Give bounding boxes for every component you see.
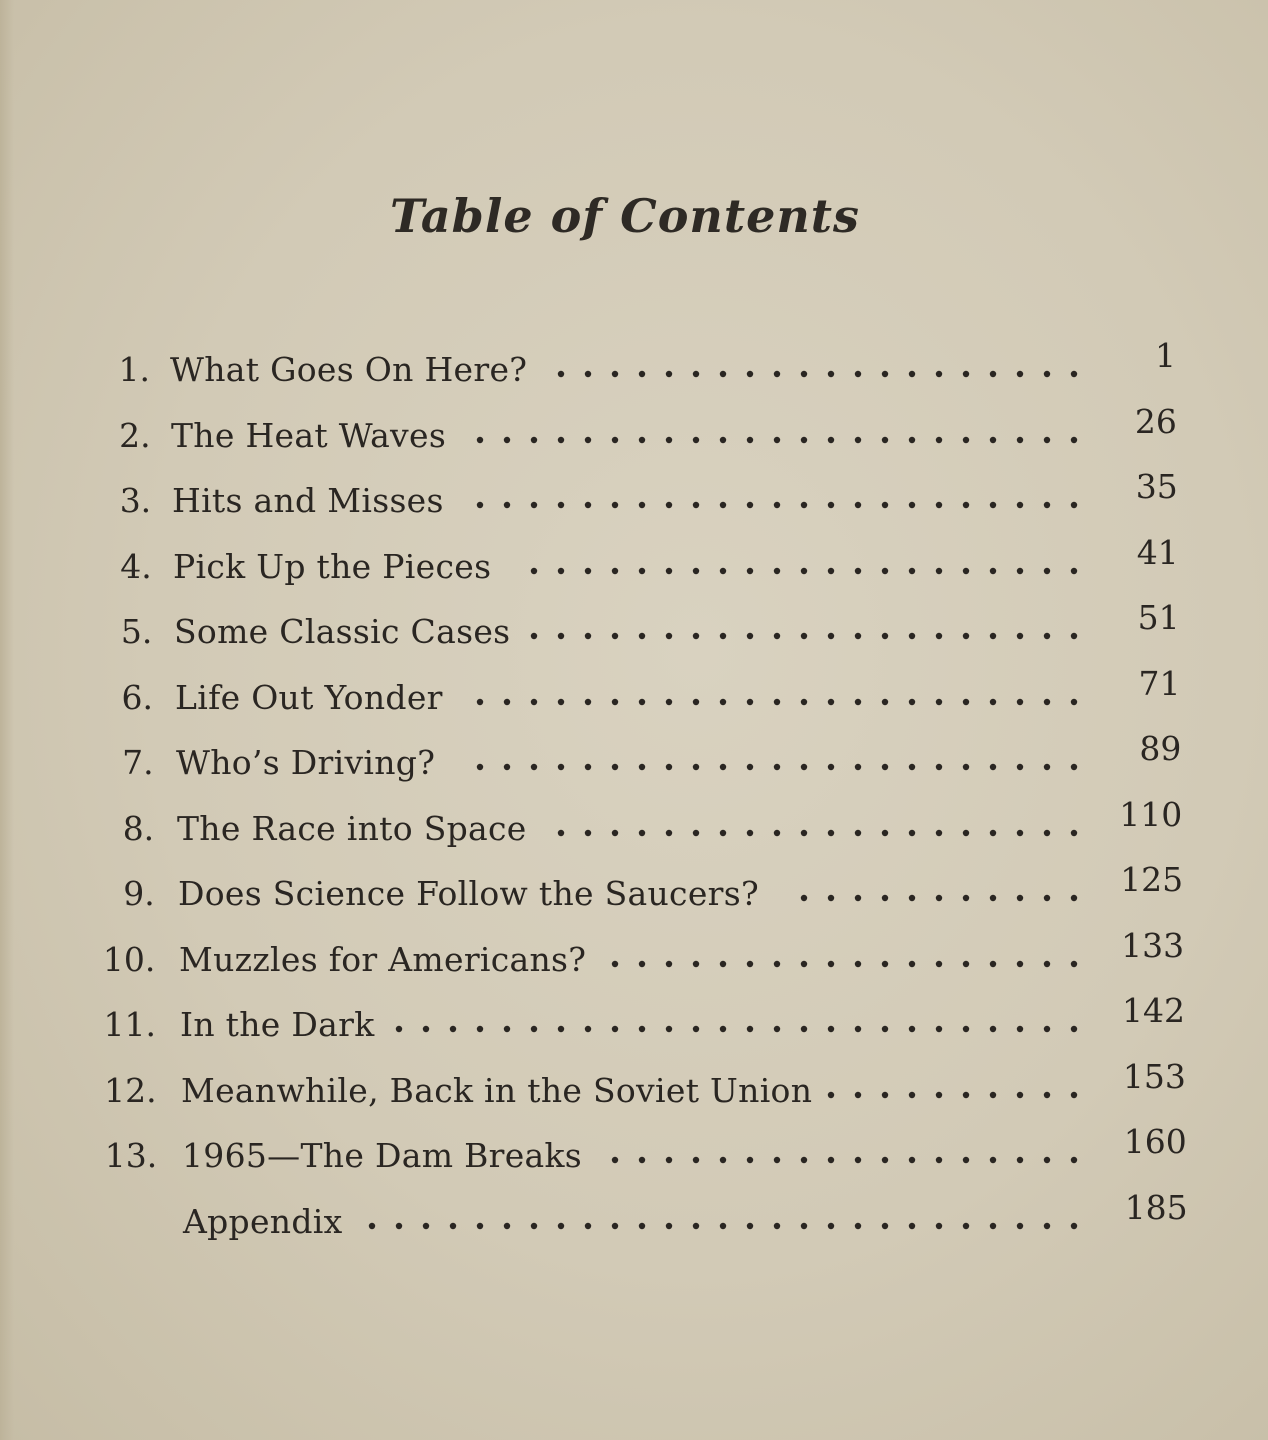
- toc-entry-number: 7.: [122, 743, 154, 782]
- toc-entry-page: 89: [1139, 729, 1182, 768]
- toc-dot-leader: [460, 428, 1080, 448]
- toc-entry-number: 10.: [102, 939, 156, 979]
- toc-dot-leader: [357, 1214, 1080, 1234]
- toc-entry-number: 1.: [118, 350, 150, 389]
- toc-entry-page: 41: [1136, 532, 1179, 572]
- toc-entry-page: 35: [1135, 467, 1178, 506]
- toc-entry-number: 9.: [123, 874, 155, 913]
- toc-entry-number: 2.: [119, 415, 151, 455]
- toc-entry-title: In the Dark: [180, 1005, 375, 1044]
- toc-dot-leader: [541, 821, 1080, 841]
- toc-entry-page: 185: [1124, 1187, 1188, 1227]
- toc-entry-page: 110: [1119, 794, 1183, 834]
- toc-entry-title: Life Out Yonder: [175, 677, 443, 717]
- toc-entry-number: 4.: [120, 546, 152, 586]
- toc-entry-page: 133: [1121, 925, 1185, 965]
- toc-entry-number: 8.: [122, 808, 155, 848]
- toc-entry-number: 12.: [104, 1070, 157, 1110]
- toc-dot-leader: [600, 952, 1080, 972]
- toc-entry-title: The Race into Space: [177, 808, 527, 848]
- toc-entry-page: 26: [1134, 401, 1177, 441]
- toc-entry-title: Who’s Driving?: [176, 743, 436, 782]
- toc-dot-leader: [449, 755, 1080, 775]
- toc-entry-number: 3.: [119, 481, 152, 520]
- toc-entry-title: What Goes On Here?: [170, 350, 528, 389]
- toc-entry-page: 160: [1123, 1122, 1187, 1161]
- toc-dot-leader: [596, 1148, 1080, 1168]
- toc-entry-title: Some Classic Cases: [174, 612, 511, 651]
- toc-entry-number: 13.: [104, 1136, 158, 1175]
- toc-entry-number: 6.: [121, 677, 153, 717]
- toc-entry-page: 153: [1122, 1056, 1186, 1096]
- toc-entry-title: Does Science Follow the Saucers?: [178, 874, 759, 913]
- toc-entry-title: Meanwhile, Back in the Soviet Union: [181, 1070, 813, 1110]
- toc-entry-number: 5.: [120, 612, 153, 651]
- toc-entry-page: 142: [1122, 991, 1185, 1030]
- toc-dot-leader: [773, 886, 1080, 906]
- toc-entry-title: 1965—The Dam Breaks: [182, 1136, 583, 1175]
- toc-entry-page: 1: [1155, 336, 1176, 375]
- toc-entry-title: Appendix: [183, 1201, 343, 1241]
- toc-dot-leader: [389, 1017, 1080, 1037]
- toc-entry-number: 11.: [103, 1005, 156, 1044]
- toc-entry: [0, 1187, 1268, 1252]
- toc-entry-page: 71: [1138, 663, 1181, 703]
- toc-entry-page: 51: [1137, 598, 1180, 637]
- toc-dot-leader: [457, 690, 1080, 710]
- toc-entry-title: The Heat Waves: [171, 415, 447, 455]
- toc-entry-page: 125: [1120, 860, 1184, 899]
- toc-entry-title: Muzzles for Americans?: [179, 939, 587, 979]
- toc-entry-title: Hits and Misses: [172, 481, 444, 520]
- page-title: Table of Contents: [390, 188, 860, 243]
- toc-dot-leader: [541, 362, 1080, 382]
- toc-dot-leader: [458, 493, 1080, 513]
- toc-dot-leader: [524, 624, 1080, 644]
- toc-dot-leader: [505, 559, 1080, 579]
- toc-entry-title: Pick Up the Pieces: [173, 546, 492, 586]
- toc-dot-leader: [826, 1083, 1080, 1103]
